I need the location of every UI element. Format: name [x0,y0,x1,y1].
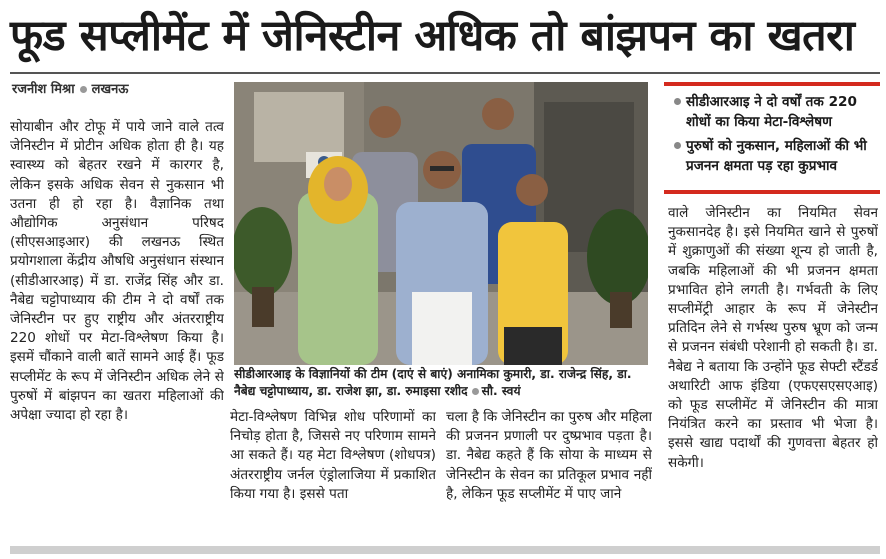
bottom-divider [10,546,880,554]
body-column-1: सोयाबीन और टोफू में पाये जाने वाले तत्व जेनिस्टीन में प्रोटीन अधिक होता ही है। यह स्वास्थ्य को बेहतर रखने में कारगर है, लेकिन इसके अधिक सेवन से नुकसान भी उतना ही हो रहा है। वैज्ञानिक तथा औद्योगिक अनुसंधान परिषद (सीएसआइआर) की लखनऊ स्थित प्रयोगशाला केंद्रीय औषधि अनुसंधान संस्थान (सीडीआरआइ) में डा. राजेंद्र सिंह और डा. नैबेद्य चट्टोपाध्याय की टीम ने दो वर्षों तक जेनिस्टीन पर हुए राष्ट्रीय और अंतरराष्ट्रीय 220 शोधों पर मेटा-विश्लेषण किया है। इसमें चौंकाने वाली बातें सामने आई हैं। फूड सप्लीमेंट के रूप में जेनिस्टीन अधिक लेने से पुरुषों में बांझपन का खतरा महिलाओं की अपेक्षा ज्यादा हो रहा है। [10,119,224,424]
byline [12,80,232,100]
headline: फूड सप्लीमेंट में जेनिस्टीन अधिक तो बांझपन का खतरा [10,11,855,61]
team-photo-illustration [234,82,648,365]
highlight-item: पुरुषों को नुकसान, महिलाओं की भी प्रजनन क्षमता पड़ रहा कुप्रभाव [674,136,878,176]
highlights-box [664,82,880,194]
team-photo [234,82,648,365]
byline-author: रजनीश मिश्रा [12,82,75,97]
body-column-3: चला है कि जेनिस्टीन का पुरुष और महिला की प्रजनन प्रणाली पर दुष्प्रभाव पड़ता है। डा. नैबेद्य कहते हैं कि सोया के माध्यम से जेनिस्टीन के सेवन का प्रतिकूल प्रभाव नहीं है, लेकिन फूड सप्लीमेंट में पाए जाने [446,409,652,502]
bullet-icon [80,86,87,93]
body-column-4: वाले जेनिस्टीन का नियमित सेवन नुकसानदेह है। इसे नियमित खाने से पुरुषों में शुक्राणुओं की संख्या शून्य हो जाती है, जबकि महिलाओं की भी प्रजनन क्षमता प्रभावित होने लगती है। गर्भवती के लिए सप्लीमेंट्री आहार के रूप में जेनेस्टीन प्रतिदिन लेने से गर्भस्थ पुरुष भ्रूण को जन्म से प्रजनन संबंधी परेशानी हो सकती है। डा. नैबेद्य ने बताया कि उन्होंने फूड सेफ्टी स्टैंडर्ड अथारिटी आफ इंडिया (एफएसएसएआइ) को फूड सप्लीमेंट में जेनिस्टीन की मात्रा नियंत्रित करने का प्रस्ताव भी भेजा है। इससे खाद्य पदार्थों की गुणवत्ता बेहतर हो सकेगी। [668,205,878,471]
headline-divider [10,72,880,74]
highlight-item: सीडीआरआइ ने दो वर्षों तक 220 शोधों का किया मेटा-विश्लेषण [674,92,878,132]
highlights-bottom-bar [664,190,880,194]
byline-location: लखनऊ [91,82,129,97]
body-column-2: मेटा-विश्लेषण विभिन्न शोध परिणामों का निचोड़ होता है, जिससे नए परिणाम सामने आ सकते हैं। यह मेटा विश्लेषण (शोधपत्र) अंतरराष्ट्रीय जर्नल एंड्रोलाजिया में प्रकाशित किया गया है। इससे पता [230,409,436,502]
photo-caption [234,366,648,400]
bullet-icon [472,388,479,395]
highlights-top-bar [664,82,880,86]
photo-caption-text: सीडीआरआइ के विज्ञानियों की टीम (दाएं से बाएं) अनामिका कुमारी, डा. राजेन्द्र सिंह, डा. नैबेद्य चट्टोपाध्याय, डा. राजेश झा, डा. रुमाइसा रशीद [234,367,632,398]
photo-credit: सौ. स्वयं [481,384,521,398]
